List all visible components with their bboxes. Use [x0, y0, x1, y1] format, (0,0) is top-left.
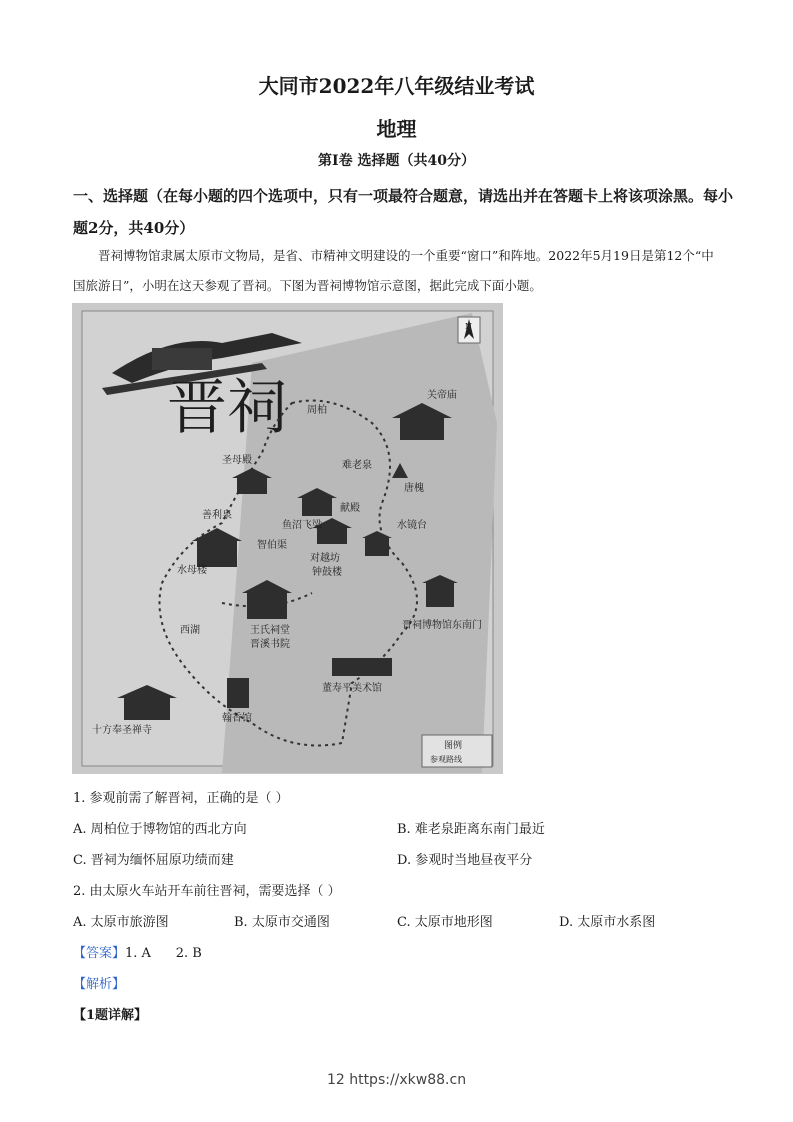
label-yuzhao-feiliang: 鱼沼飞梁 — [282, 520, 322, 531]
label-shifang-temple: 十方奉圣禅寺 — [92, 725, 152, 736]
intro-paragraph: 晋祠博物馆隶属太原市文物局，是省、市精神文明建设的一个重要“窗口”和阵地。2022年5月19日是第12个“中国旅游日”，小明在这天参观了晋祠。下图为晋祠博物馆示意图，据此完成下面小题。 — [73, 248, 714, 293]
label-hanxiang-hall: 翰香馆 — [222, 713, 252, 724]
question-2-option-d: D. 太原市水系图 — [559, 915, 656, 930]
page-footer: 12 https://xkw88.cn — [326, 1072, 467, 1088]
svg-text:参观路线: 参观路线 — [430, 755, 462, 764]
question-2-option-b: B. 太原市交通图 — [234, 915, 330, 930]
label-zhibo-canal: 智伯渠 — [257, 540, 287, 551]
answer-label: 【答案】 — [73, 946, 126, 961]
label-nanlao-spring: 难老泉 — [342, 460, 372, 471]
label-xian-hall: 献殿 — [340, 503, 360, 514]
analysis-label: 【解析】 — [73, 977, 126, 992]
question-2-option-a: A. 太原市旅游图 — [73, 915, 169, 930]
svg-text:图例: 图例 — [444, 741, 463, 751]
map-title: 晋祠 — [167, 373, 287, 443]
label-wang-ancestral-hall: 王氏祠堂 — [250, 625, 290, 636]
question-1-option-a: A. 周柏位于博物馆的西北方向 — [73, 822, 247, 837]
exam-title: 大同市2022年八年级结业考试 — [258, 74, 535, 98]
map-svg — [72, 303, 503, 774]
label-dong-art-gallery: 董寿平美术馆 — [322, 683, 382, 694]
svg-text:N: N — [465, 322, 472, 331]
north-arrow-icon — [458, 317, 480, 343]
question-2-option-c: C. 太原市地形图 — [397, 915, 493, 930]
question-1-option-c: C. 晋祠为缅怀屈原功绩而建 — [73, 853, 234, 868]
question-1-stem: 1. 参观前需了解晋祠，正确的是（ ） — [73, 791, 289, 806]
answer-text: 1. A 2. B — [125, 946, 202, 961]
label-guandi-temple: 关帝庙 — [427, 390, 457, 401]
answer-line — [73, 942, 202, 961]
label-zhonggu-tower: 钟鼓楼 — [312, 567, 342, 578]
label-west-lake: 西湖 — [180, 625, 200, 636]
label-shuimu-tower: 水母楼 — [177, 565, 207, 576]
part-title: 第Ⅰ卷 选择题（共40分） — [318, 153, 475, 169]
jinci-museum-map — [72, 303, 503, 774]
label-shanli-spring: 善利泉 — [202, 510, 232, 521]
subject-title: 地理 — [376, 117, 417, 141]
label-duiyue-arch: 对越坊 — [310, 553, 340, 564]
label-southeast-gate: 晋祠博物馆东南门 — [402, 620, 482, 631]
label-shengmu-hall: 圣母殿 — [222, 455, 252, 466]
question-2-stem: 2. 由太原火车站开车前往晋祠，需要选择（ ） — [73, 884, 341, 899]
question-1-option-d: D. 参观时当地昼夜平分 — [397, 853, 533, 868]
map-legend — [422, 735, 492, 767]
label-zhoubai: 周柏 — [307, 405, 327, 416]
question-1-option-b: B. 难老泉距离东南门最近 — [397, 822, 545, 837]
section-heading: 一、选择题（在每小题的四个选项中，只有一项最符合题意，请选出并在答题卡上将该项涂黑。每小题2分，共40分） — [73, 187, 734, 237]
detail-label: 【1题详解】 — [73, 1008, 148, 1023]
label-shuijing-stage: 水镜台 — [397, 520, 427, 531]
label-tanghuai: 唐槐 — [404, 483, 424, 494]
label-jinxi-academy: 晋溪书院 — [250, 639, 290, 650]
